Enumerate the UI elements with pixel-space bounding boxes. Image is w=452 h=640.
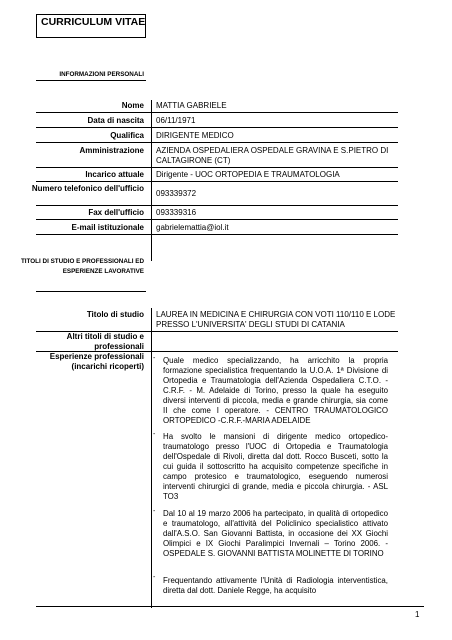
- bullet-marker: -: [153, 574, 156, 581]
- value-data-nascita: 06/11/1971: [156, 116, 196, 125]
- label-nome: Nome: [121, 101, 144, 110]
- experience-item: Frequentando attivamente l'Unità di Radiologia interventistica, diretta dal dott. Daniele Regge, ha acquisito: [163, 576, 388, 595]
- divider: [36, 219, 398, 220]
- value-fax: 093339316: [156, 208, 197, 217]
- divider: [36, 142, 398, 143]
- divider: [151, 308, 152, 608]
- section-title-education: TITOLI DI STUDIO E PROFESSIONALI ED ESPERIENZE LAVORATIVE: [20, 258, 144, 275]
- document-title: CURRICULUM VITAE: [41, 16, 146, 28]
- divider: [36, 167, 398, 168]
- label-email: E-mail istituzionale: [71, 223, 144, 232]
- divider: [36, 112, 398, 113]
- value-nome: MATTIA GABRIELE: [156, 101, 227, 110]
- divider: [36, 127, 398, 128]
- divider: [36, 234, 398, 235]
- label-incarico: Incarico attuale: [85, 170, 144, 179]
- value-amministrazione: AZIENDA OSPEDALIERA OSPEDALE GRAVINA E S.PIETRO DI CALTAGIRONE (CT): [156, 146, 389, 165]
- label-amministrazione: Amministrazione: [79, 146, 144, 155]
- value-telefono: 093339372: [156, 189, 197, 198]
- footer-rule: [36, 606, 424, 607]
- section-title-personal: INFORMAZIONI PERSONALI: [59, 71, 144, 78]
- label-telefono: Numero telefonico dell'ufficio: [31, 184, 144, 193]
- value-titolo-studio: LAUREA IN MEDICINA E CHIRURGIA CON VOTI 110/110 E LODE PRESSO L'UNIVERSITA' DEGLI STUDI DI CATANIA: [156, 310, 396, 329]
- value-qualifica: DIRIGENTE MEDICO: [156, 131, 234, 140]
- divider: [36, 80, 146, 81]
- label-fax: Fax dell'ufficio: [88, 208, 144, 217]
- label-data-nascita: Data di nascita: [87, 116, 144, 125]
- bullet-marker: -: [153, 431, 156, 438]
- label-esperienze: Esperienze professionali (incarichi ricoperti): [49, 352, 144, 371]
- label-qualifica: Qualifica: [110, 131, 144, 140]
- label-titolo-studio: Titolo di studio: [86, 310, 144, 319]
- experience-item: Ha svolto le mansioni di dirigente medico ortopedico-traumatologo presso l'UOC di Ortopedia e Traumatologia dell'Ospedale di Rivoli, diretta dal dott. Rocco Busceti, sotto la cui guida il sottoscritto ha acquisito competenze specifiche in campo protesico e traumatologico, eseguendo numerosi interventi chirurgici di grande, media e piccola chirurgia. - ASL TO3: [163, 432, 388, 501]
- bullet-marker: -: [153, 508, 156, 515]
- page-number: 1: [415, 610, 420, 619]
- value-incarico: Dirigente - UOC ORTOPEDIA E TRAUMATOLOGIA: [156, 170, 340, 179]
- bullet-marker: -: [153, 355, 156, 362]
- experience-item: Quale medico specializzando, ha arricchito la propria formazione specialistica frequentando la U.O.A. 1ª Divisione di Ortopedia e Traumatologia dell'Azienda Ospedaliera C.T.O. - C.R.F. - M. Adelaide di Torino, presso la quale ha eseguito diversi interventi di piccola, media e grande chirurgia, sia come II che come I operatore. - CENTRO TRAUMATOLOGICO ORTOPEDICO -C.R.F.-MARIA ADELAIDE: [163, 356, 388, 425]
- divider: [36, 291, 146, 292]
- value-email[interactable]: gabrielemattia@iol.it: [156, 223, 229, 232]
- divider: [36, 181, 398, 182]
- label-altri-titoli: Altri titoli di studio e professionali: [66, 332, 144, 351]
- divider: [36, 205, 398, 206]
- experience-item: Dal 10 al 19 marzo 2006 ha partecipato, in qualità di ortopedico e traumatologo, all'attività del Policlinico specialistico attivato dall'A.S.O. San Giovanni Battista, in occasione dei XX Giochi Olimpici e IX Giochi Paralimpici Invernali – Torino 2006. - OSPEDALE S. GIOVANNI BATTISTA MOLINETTE DI TORINO: [163, 509, 388, 558]
